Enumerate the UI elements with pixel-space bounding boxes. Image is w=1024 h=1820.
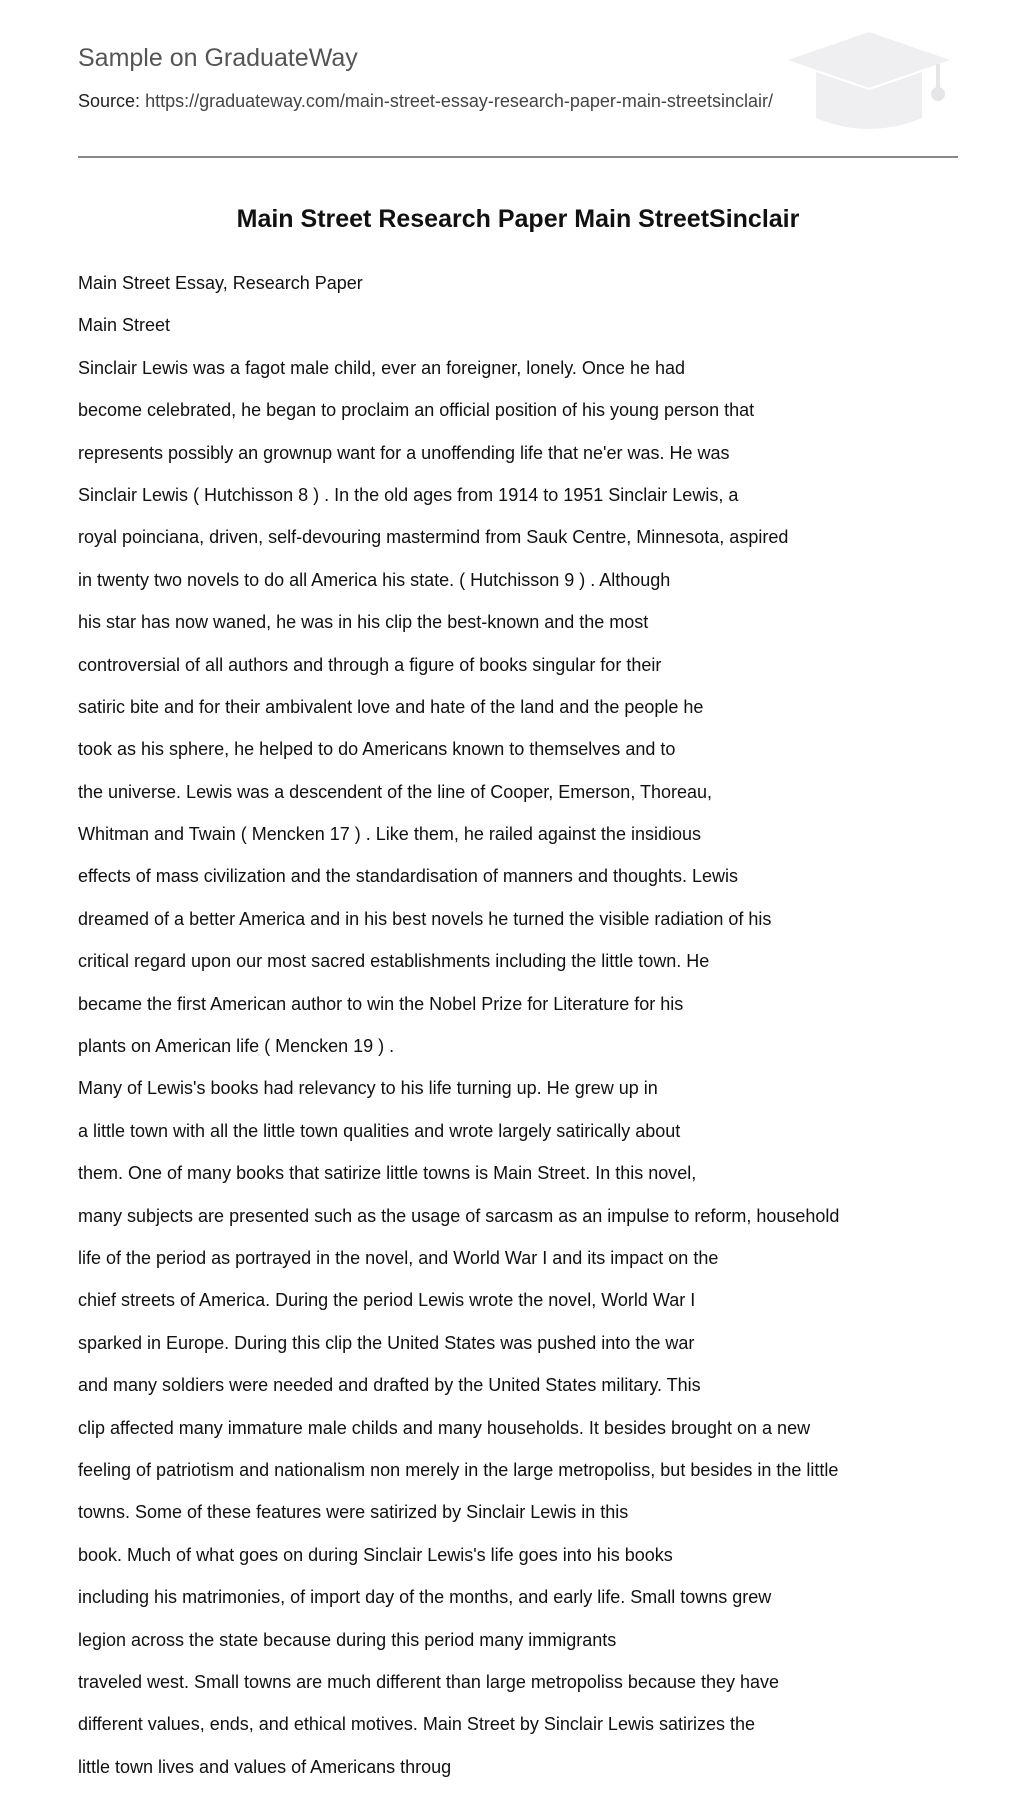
text-line: in twenty two novels to do all America his state. ( Hutchisson 9 ) . Although — [78, 569, 671, 590]
text-line: many subjects are presented such as the usage of sarcasm as an impulse to reform, household — [78, 1205, 840, 1226]
text-line: Whitman and Twain ( Mencken 17 ) . Like them, he railed against the insidious — [78, 824, 701, 845]
text-line: effects of mass civilization and the standardisation of manners and thoughts. Lewis — [78, 866, 739, 887]
text-line: plants on American life ( Mencken 19 ) . — [78, 1036, 395, 1057]
text-line: life of the period as portrayed in the novel, and World War I and its impact on the — [78, 1247, 719, 1268]
text-line: become celebrated, he began to proclaim an official position of his young person that — [78, 400, 755, 421]
source-line — [78, 91, 773, 112]
page-title: Main Street Research Paper Main StreetSinclair — [236, 205, 800, 233]
text-line: became the first American author to win the Nobel Prize for Literature for his — [78, 993, 684, 1014]
text-line: sparked in Europe. During this clip the United States was pushed into the war — [78, 1332, 695, 1353]
text-line: Many of Lewis's books had relevancy to his life turning up. He grew up in — [78, 1078, 658, 1099]
text-line: little town lives and values of Americans throug — [78, 1756, 452, 1777]
text-line: book. Much of what goes on during Sinclair Lewis's life goes into his books — [78, 1544, 673, 1565]
text-line: took as his sphere, he helped to do Americans known to themselves and to — [78, 739, 676, 760]
text-line: critical regard upon our most sacred establishments including the little town. He — [78, 951, 710, 972]
text-line: including his matrimonies, of import day of the months, and early life. Small towns grew — [78, 1587, 772, 1608]
graduation-cap-icon — [786, 30, 952, 134]
text-line: dreamed of a better America and in his best novels he turned the visible radiation of his — [78, 908, 772, 929]
text-line: legion across the state because during this period many immigrants — [78, 1629, 617, 1650]
text-line: a little town with all the little town qualities and wrote largely satirically about — [78, 1120, 681, 1141]
text-line: royal poinciana, driven, self-devouring mastermind from Sauk Centre, Minnesota, aspired — [78, 527, 789, 548]
essay-body — [78, 268, 958, 1794]
text-line: different values, ends, and ethical motives. Main Street by Sinclair Lewis satirizes the — [78, 1714, 755, 1735]
header-divider — [78, 156, 958, 158]
text-line: Main Street Essay, Research Paper — [78, 273, 363, 293]
text-line: feeling of patriotism and nationalism non merely in the large metropoliss, but besides in the little — [78, 1459, 839, 1480]
text-line: Sinclair Lewis ( Hutchisson 8 ) . In the old ages from 1914 to 1951 Sinclair Lewis, a — [78, 484, 739, 505]
text-line: chief streets of America. During the period Lewis wrote the novel, World War I — [78, 1290, 696, 1311]
text-line: and many soldiers were needed and drafted by the United States military. This — [78, 1375, 701, 1396]
text-line: them. One of many books that satirize little towns is Main Street. In this novel, — [78, 1163, 697, 1184]
text-line: represents possibly an grownup want for a unoffending life that ne'er was. He was — [78, 442, 730, 463]
text-line: controversial of all authors and through a figure of books singular for their — [78, 654, 662, 675]
text-line: Main Street — [78, 315, 171, 336]
page-header — [78, 0, 958, 160]
brand-title: Sample on GraduateWay — [78, 44, 358, 72]
text-line: the universe. Lewis was a descendent of the line of Cooper, Emerson, Thoreau, — [78, 781, 713, 802]
source-link[interactable]: https://graduateway.com/main-street-essay-research-paper-main-streetsinclair/ — [145, 91, 773, 111]
source-label: Source: — [78, 91, 141, 111]
text-line: towns. Some of these features were satirized by Sinclair Lewis in this — [78, 1502, 629, 1523]
text-line: clip affected many immature male childs and many households. It besides brought on a new — [78, 1417, 811, 1438]
text-line: satiric bite and for their ambivalent love and hate of the land and the people he — [78, 696, 704, 717]
text-line: Sinclair Lewis was a fagot male child, ever an foreigner, lonely. Once he had — [78, 357, 685, 378]
text-line: traveled west. Small towns are much different than large metropoliss because they have — [78, 1671, 780, 1692]
text-line: his star has now waned, he was in his clip the best-known and the most — [78, 612, 649, 633]
